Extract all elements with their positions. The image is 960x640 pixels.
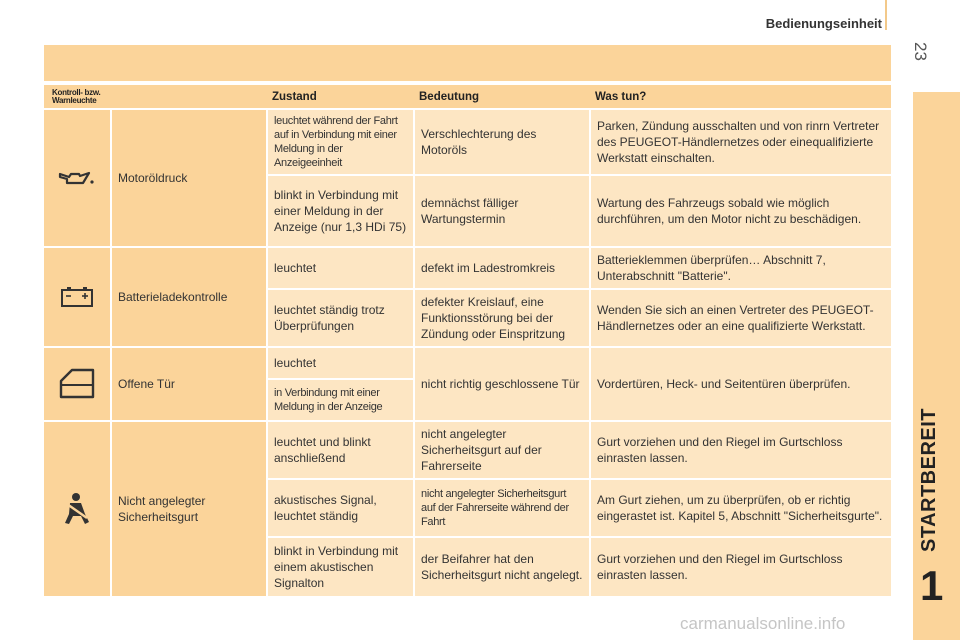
- action-cell: Gurt vorziehen und den Riegel im Gurtschloss einrasten lassen.: [589, 538, 891, 596]
- column-header-action: Was tun?: [589, 85, 891, 108]
- table-top-band: [44, 45, 891, 81]
- section-title: Bedienungseinheit: [765, 16, 882, 31]
- state-cell: leuchtet während der Fahrt auf in Verbindung mit einer Meldung in der Anzeigeeinheit: [266, 110, 413, 174]
- seatbelt-icon: [44, 422, 110, 596]
- oil-can-icon: [44, 110, 110, 246]
- action-cell: Gurt vorziehen und den Riegel im Gurtschloss einrasten lassen.: [589, 422, 891, 478]
- state-cell: akustisches Signal, leuchtet ständig: [266, 480, 413, 536]
- chapter-tab: [913, 92, 960, 640]
- table-row: [44, 248, 891, 288]
- state-cell: leuchtet und blinkt anschließend: [266, 422, 413, 478]
- page-number: 23: [911, 42, 930, 61]
- column-header-meaning: Bedeutung: [413, 85, 589, 108]
- meaning-cell: Verschlechterung des Motoröls: [413, 110, 589, 174]
- action-cell: Parken, Zündung ausschalten und von rinrn Vertreter des PEUGEOT-Händlernetzes oder einequalifizierte Werkstatt einschalten.: [589, 110, 891, 174]
- action-cell: Batterieklemmen überprüfen… Abschnitt 7, Unterabschnitt "Batterie".: [589, 248, 891, 288]
- table-row: [44, 110, 891, 174]
- watermark: carmanualsonline.info: [680, 614, 846, 633]
- meaning-cell: defekt im Ladestromkreis: [413, 248, 589, 288]
- column-header-empty: [110, 85, 266, 108]
- state-cell: in Verbindung mit einer Meldung in der Anzeige: [266, 380, 413, 420]
- meaning-cell: nicht angelegter Sicherheitsgurt auf der Fahrerseite: [413, 422, 589, 478]
- meaning-cell: demnächst fälliger Wartungstermin: [413, 176, 589, 246]
- meaning-cell: nicht richtig geschlossene Tür: [413, 348, 589, 420]
- table-row: [44, 422, 891, 478]
- chapter-number: 1: [920, 562, 944, 609]
- group-name: Nicht angelegter Sicherheitsgurt: [110, 422, 266, 596]
- state-cell: leuchtet: [266, 348, 413, 378]
- action-cell: Wenden Sie sich an einen Vertreter des PEUGEOT-Händlernetzes oder an eine qualifizierte Werkstatt.: [589, 290, 891, 346]
- state-cell: leuchtet ständig trotz Überprüfungen: [266, 290, 413, 346]
- column-header-icon: Kontroll- bzw. Warnleuchte: [44, 85, 110, 108]
- table-header-row: [44, 85, 891, 108]
- state-cell: blinkt in Verbindung mit einer Meldung in der Anzeige (nur 1,3 HDi 75): [266, 176, 413, 246]
- group-name: Offene Tür: [110, 348, 266, 420]
- header-divider: [885, 0, 887, 30]
- meaning-cell: nicht angelegter Sicherheitsgurt auf der Fahrerseite während der Fahrt: [413, 480, 589, 536]
- column-header-state: Zustand: [266, 85, 413, 108]
- meaning-cell: defekter Kreislauf, eine Funktionsstörung bei der Zündung oder Einspritzung: [413, 290, 589, 346]
- meaning-cell: der Beifahrer hat den Sicherheitsgurt nicht angelegt.: [413, 538, 589, 596]
- table-row: [44, 348, 891, 378]
- action-cell: Vordertüren, Heck- und Seitentüren überprüfen.: [589, 348, 891, 420]
- warning-lights-table: [44, 83, 891, 598]
- action-cell: Wartung des Fahrzeugs sobald wie möglich durchführen, um den Motor nicht zu beschädigen.: [589, 176, 891, 246]
- action-cell: Am Gurt ziehen, um zu überprüfen, ob er richtig eingerastet ist. Kapitel 5, Abschnitt "Sicherheitsgurte".: [589, 480, 891, 536]
- group-name: Batterieladekontrolle: [110, 248, 266, 346]
- battery-icon: [44, 248, 110, 346]
- state-cell: leuchtet: [266, 248, 413, 288]
- chapter-label: [918, 522, 941, 552]
- open-door-icon: [44, 348, 110, 420]
- group-name: Motoröldruck: [110, 110, 266, 246]
- state-cell: blinkt in Verbindung mit einem akustischen Signalton: [266, 538, 413, 596]
